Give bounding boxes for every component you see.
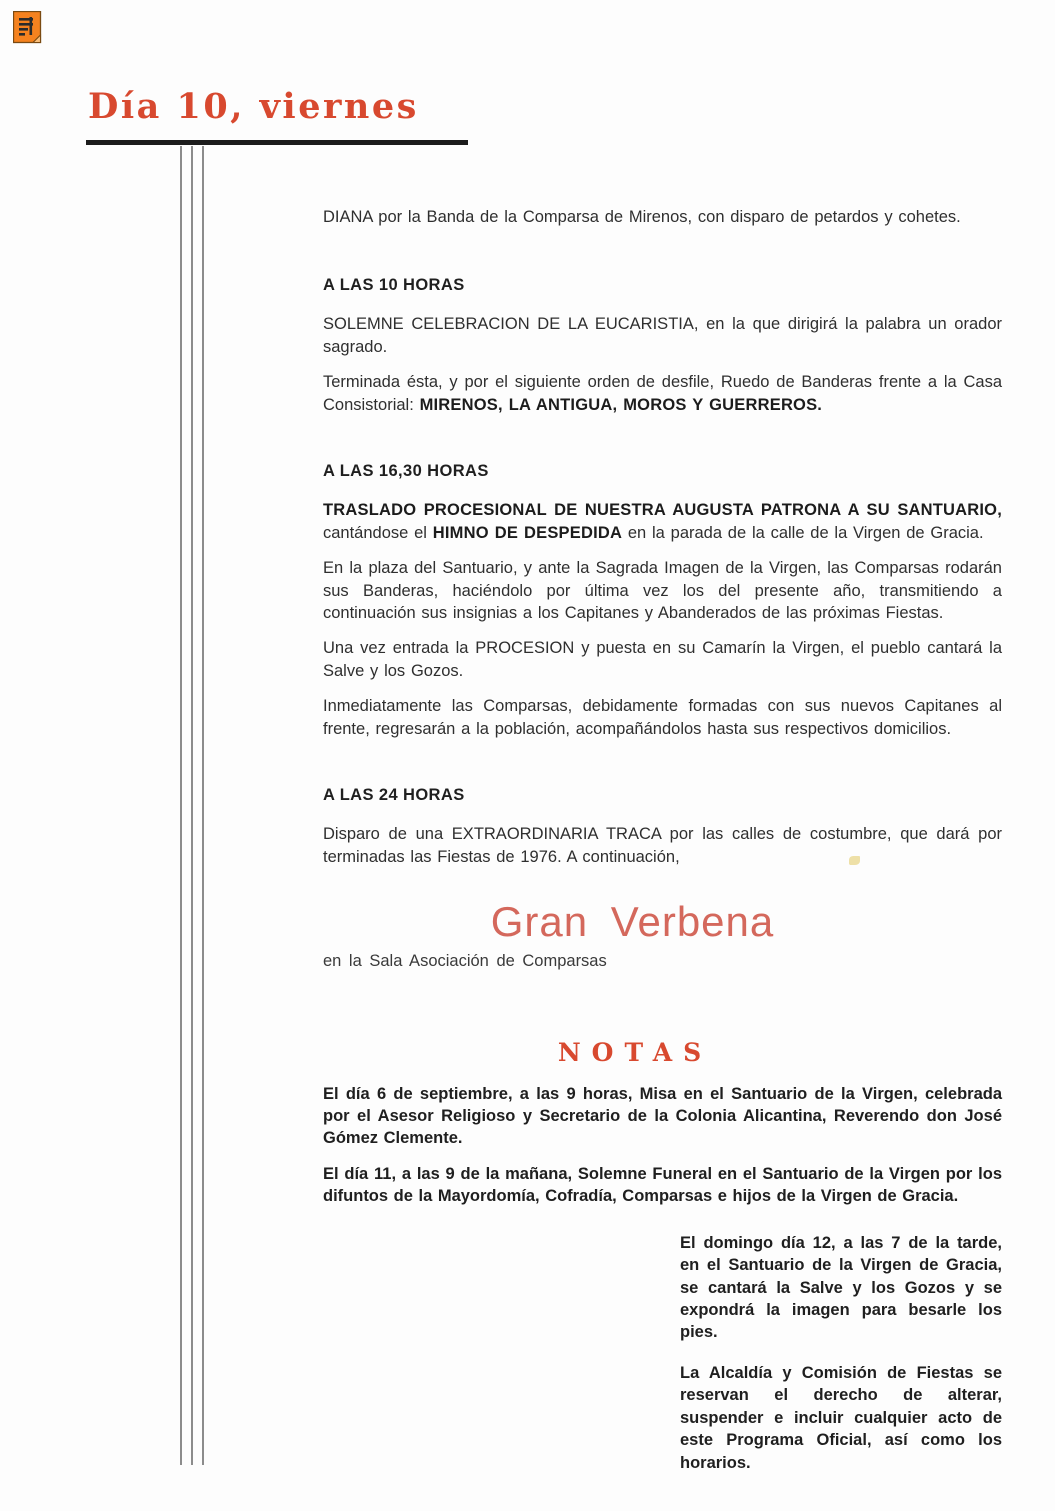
title-horizontal-rule bbox=[86, 140, 468, 145]
vertical-rule-1 bbox=[180, 146, 182, 1465]
emphasis-text: TRASLADO PROCESIONAL DE NUESTRA AUGUSTA PATRONA A SU SANTUARIO, bbox=[323, 501, 1002, 520]
section-paragraph bbox=[323, 499, 1002, 544]
section-paragraph bbox=[323, 637, 1002, 682]
section-paragraph bbox=[323, 313, 1002, 358]
nota-indented-paragraph: El domingo día 12, a las 7 de la tarde, en el Santuario de la Virgen de Gracia, se cantará la Salve y los Gozos y se expondrá la imagen para besarle los pies. bbox=[680, 1233, 1002, 1342]
section-paragraph bbox=[323, 371, 1002, 416]
body-text: SOLEMNE CELEBRACION DE LA EUCARISTIA bbox=[323, 315, 694, 334]
body-text: Disparo de una EXTRAORDINARIA TRACA por las calles de costumbre, que dará por terminadas las Fiestas de 1976. A continuación, bbox=[323, 825, 1002, 866]
program-column bbox=[323, 206, 1002, 1474]
nota-paragraph: El día 6 de septiembre, a las 9 horas, Misa en el Santuario de la Virgen, celebrada por el Asesor Religioso y Secretario de la Colonia Alicantina, Reverendo don José Gómez Clemente. bbox=[323, 1085, 1002, 1147]
vertical-rule-2 bbox=[191, 146, 193, 1465]
body-text: en la parada de la calle de la Virgen de Gracia. bbox=[622, 523, 984, 542]
emphasis-text: HIMNO DE DESPEDIDA bbox=[432, 523, 623, 542]
section-heading: A LAS 10 HORAS bbox=[323, 276, 465, 295]
gran-verbena-title: Gran Verbena bbox=[490, 898, 775, 945]
section-heading: A LAS 24 HORAS bbox=[323, 786, 465, 805]
section-paragraph bbox=[323, 695, 1002, 740]
nota-paragraph: El día 11, a las 9 de la mañana, Solemne Funeral en el Santuario de la Virgen por los difuntos de la Mayordomía, Cofradía, Comparsas e hijos de la Virgen de Gracia. bbox=[323, 1164, 1002, 1205]
notas-list bbox=[323, 1084, 1002, 1208]
section-heading: A LAS 16,30 HORAS bbox=[323, 462, 489, 481]
page-title: Día 10, viernes bbox=[88, 86, 419, 127]
body-text: Terminada ésta, y por el siguiente orden de desfile, Ruedo de Banderas frente a la Casa Consistorial: bbox=[323, 373, 1002, 414]
emphasis-text: MIRENOS, LA ANTIGUA, MOROS Y GUERREROS. bbox=[419, 395, 823, 414]
body-text: cantándose el bbox=[323, 523, 433, 542]
program-sections bbox=[323, 241, 1002, 868]
body-text: Inmediatamente las Comparsas, debidamente formadas con sus nuevos Capitanes al frente, regresarán a la población, acompañándolos hasta sus respectivos domicilios. bbox=[323, 697, 1002, 738]
notas-indented-list bbox=[680, 1232, 1002, 1474]
diana-paragraph: DIANA por la Banda de la Comparsa de Mirenos, con disparo de petardos y cohetes. bbox=[323, 208, 961, 226]
body-text: , en la que dirigirá la palabra un orador sagrado. bbox=[323, 315, 1002, 356]
notas-heading: NOTAS bbox=[557, 1038, 713, 1067]
section-paragraph bbox=[323, 823, 1002, 868]
section-paragraph bbox=[323, 557, 1002, 624]
document-note-icon bbox=[13, 11, 44, 46]
body-text: Una vez entrada la PROCESION y puesta en su Camarín la Virgen, el pueblo cantará la Salve y los Gozos. bbox=[323, 639, 1002, 680]
body-text: En la plaza del Santuario, y ante la Sagrada Imagen de la Virgen, las Comparsas rodarán sus Banderas, haciéndolo por última vez los del presente año, transmitiendo a continuación sus insignias a los Capitanes y Abanderados de las próximas Fiestas. bbox=[323, 559, 1002, 622]
nota-indented-paragraph: La Alcaldía y Comisión de Fiestas se reservan el derecho de alterar, suspender e incluir cualquier acto de este Programa Oficial, así como los horarios. bbox=[680, 1363, 1002, 1472]
vertical-rule-3 bbox=[202, 146, 204, 1465]
gran-verbena-subtitle: en la Sala Asociación de Comparsas bbox=[323, 952, 607, 970]
